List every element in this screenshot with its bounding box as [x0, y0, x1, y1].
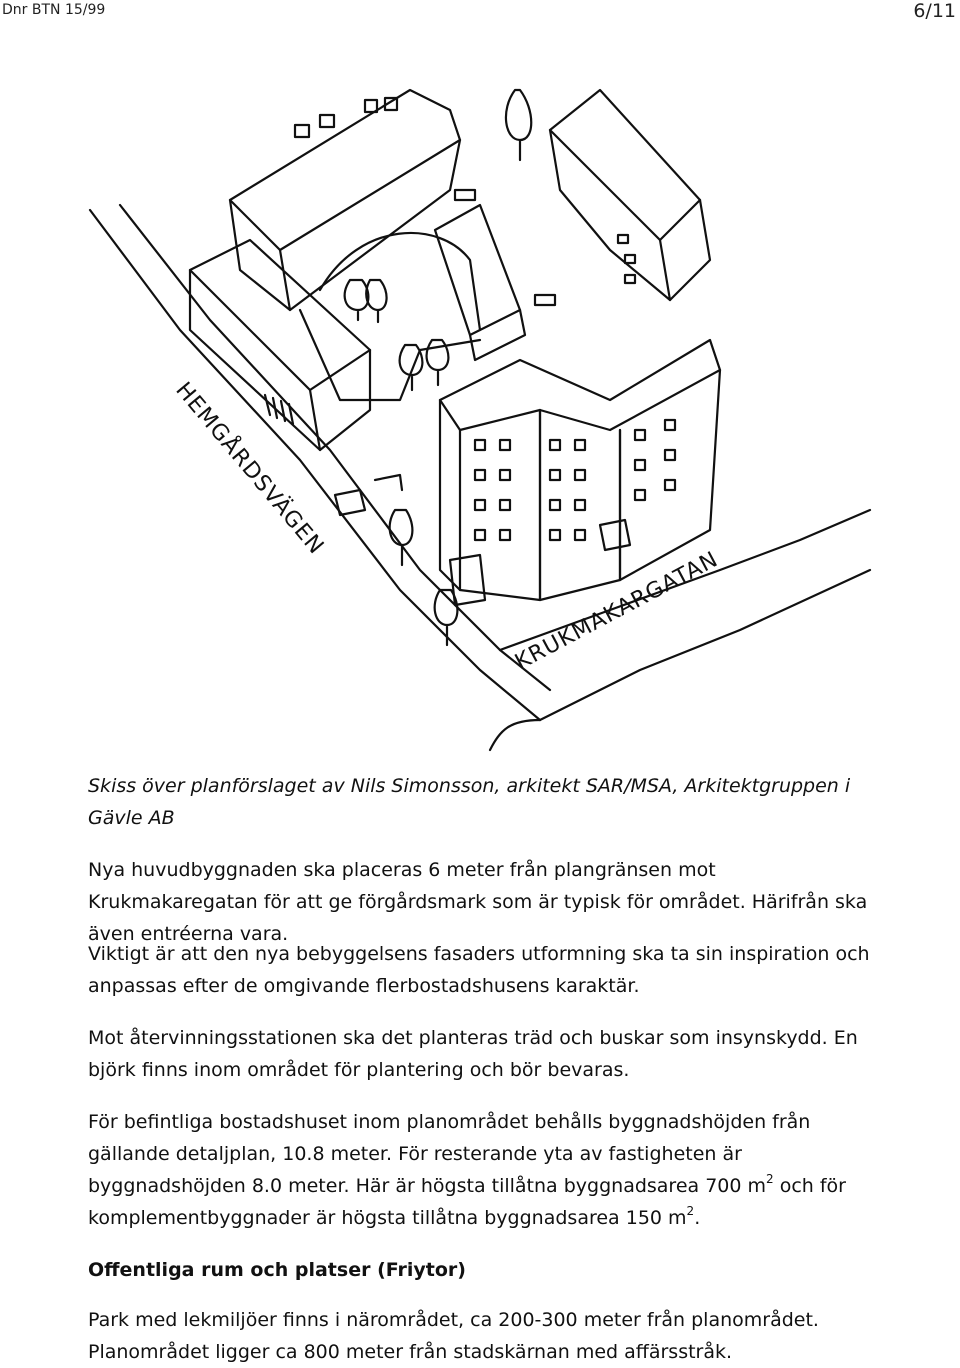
paragraph-text: . — [694, 1207, 701, 1229]
paragraph: Park med lekmiljöer finns i närområdet, ca 200-300 meter från planområdet. Planområdet ligger ca 800 meter från stadskärnan med affärsstråk. — [88, 1309, 819, 1363]
tree — [506, 90, 531, 160]
window-grid — [475, 420, 675, 540]
building-top-right — [550, 90, 700, 240]
street-label-right: KRUKMAKARGATAN — [511, 546, 723, 676]
paragraph-text: och för komplementbyggnader är högsta tillåtna byggnadsarea 150 m — [88, 1175, 846, 1229]
tree — [345, 280, 369, 320]
superscript: 2 — [686, 1203, 695, 1218]
tree — [400, 345, 423, 390]
paragraph: Viktigt är att den nya bebyggelsens fasaders utformning ska ta sin inspiration och anpassas efter de omgivande flerbostadshusens karaktär. — [88, 943, 870, 997]
paragraph: Nya huvudbyggnaden ska placeras 6 meter från plangränsen mot Krukmakaregatan för att ge förgårdsmark som är typisk för området. Härifrån ska även entréerna vara. — [88, 859, 868, 945]
street-edge — [540, 570, 870, 720]
building-main — [440, 340, 720, 430]
section-heading: Offentliga rum och platser (Friytor) — [88, 1259, 466, 1281]
street-edge — [90, 210, 540, 720]
building-left — [190, 240, 370, 390]
paragraph-text: För befintliga bostadshuset inom planområdet behålls byggnadshöjden från gällande detaljplan, 10.8 meter. För resterande yta av fastigheten är byggnadshöjden 8.0 meter. Här är högsta tillåtna byggnadsarea 700 m — [88, 1111, 811, 1197]
document-reference: Dnr BTN 15/99 — [2, 2, 106, 18]
architect-sketch — [80, 70, 880, 760]
superscript: 2 — [766, 1171, 774, 1186]
paragraph: Mot återvinningsstationen ska det planteras träd och buskar som insynskydd. En björk finns inom området för plantering och bör bevaras. — [88, 1027, 858, 1081]
street-edge — [490, 720, 540, 750]
sketch-caption: Skiss över planförslaget av Nils Simonsson, arkitekt SAR/MSA, Arkitektgruppen i Gävle AB — [88, 775, 851, 829]
building-top-left — [230, 90, 460, 250]
street-label-left: HEMGÅRDSVÄGEN — [170, 377, 329, 560]
page-number: 6/11 — [913, 0, 956, 22]
tree — [366, 280, 386, 322]
paragraph-building-height — [88, 1106, 888, 1234]
